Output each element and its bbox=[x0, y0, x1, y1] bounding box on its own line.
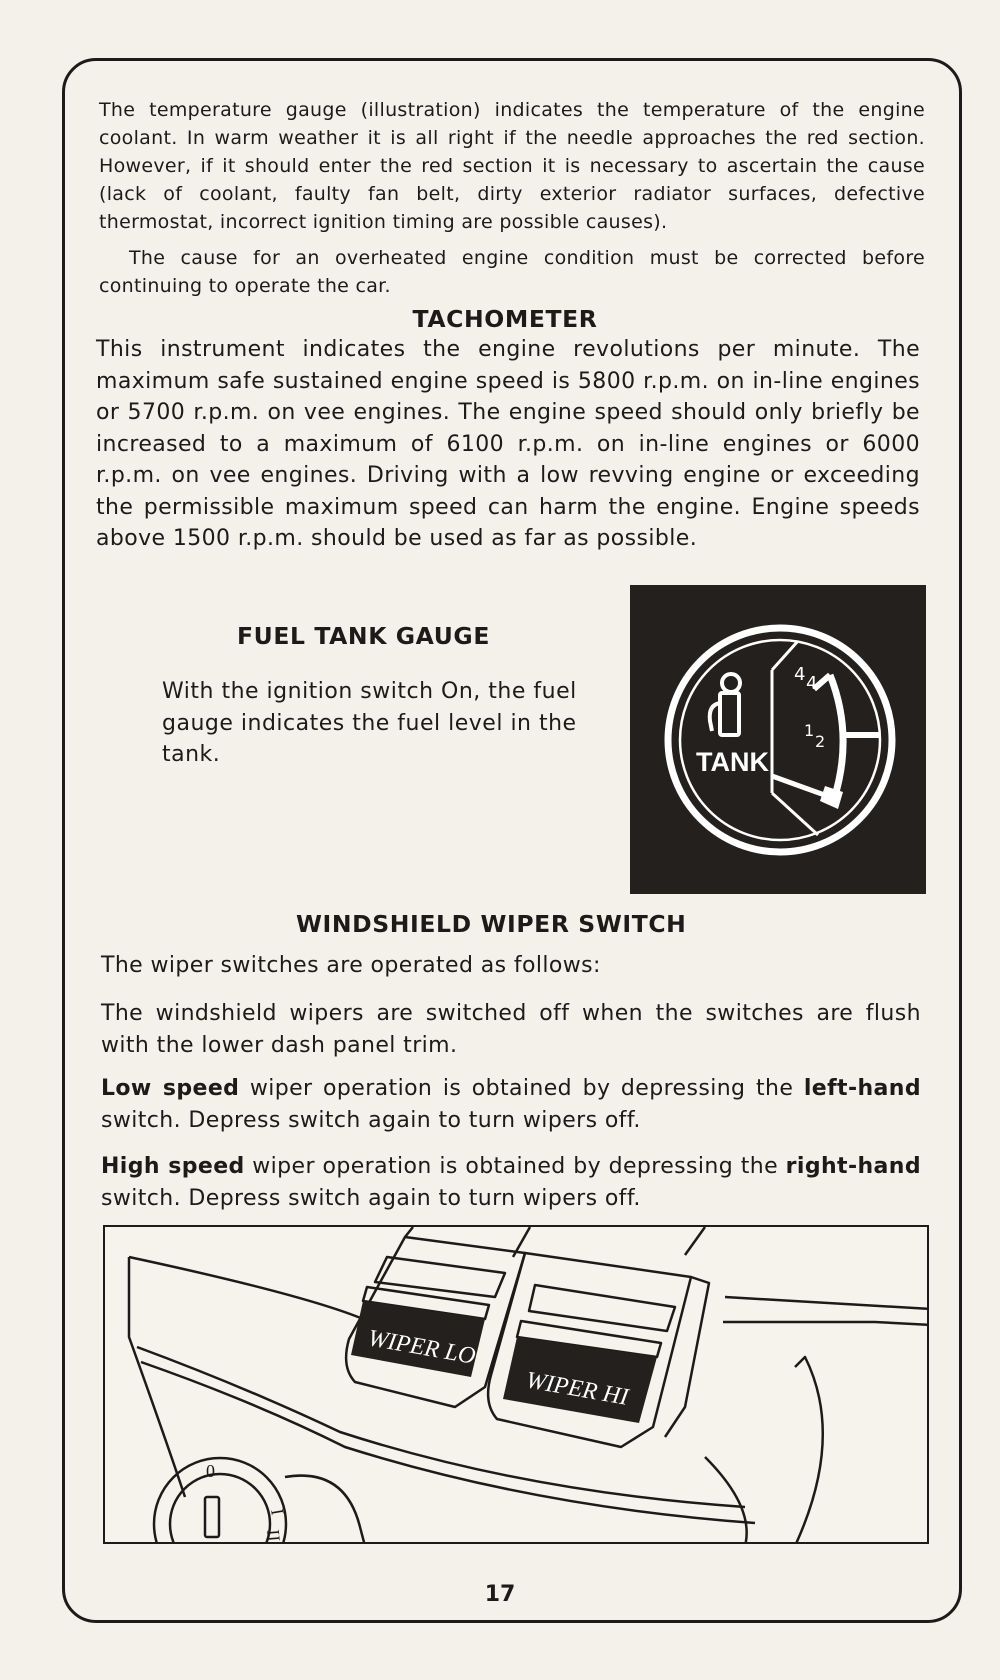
temperature-paragraph: The temperature gauge (illustration) indicates the temperature of the engine coolant. In warm weather it is all right if the needle approaches the red section. However, if it should enter the red section it is necessary to ascertain the cause (lack of coolant, faulty fan belt, dirty exterior radiator surfaces, defective thermostat, incorrect ignition timing are possible causes). bbox=[99, 99, 925, 233]
low-speed-term: Low speed bbox=[101, 1076, 240, 1101]
wiper-switch-illustration bbox=[103, 1225, 929, 1544]
left-hand-term: left-hand bbox=[803, 1076, 922, 1101]
gauge-full-mark-a: 4 bbox=[794, 664, 806, 685]
low-speed-text: wiper operation is obtained by depressing the bbox=[239, 1076, 804, 1101]
tachometer-heading: TACHOMETER bbox=[412, 305, 598, 333]
overheat-paragraph: The cause for an overheated engine condition must be corrected before continuing to operate the car. bbox=[99, 247, 925, 297]
fuel-gauge-illustration bbox=[630, 585, 926, 894]
right-hand-term: right-hand bbox=[785, 1154, 921, 1179]
high-speed-term: High speed bbox=[101, 1154, 245, 1179]
high-speed-text-end: switch. Depress switch again to turn wipers off. bbox=[101, 1185, 641, 1211]
low-speed-text-end: switch. Depress switch again to turn wipers off. bbox=[101, 1107, 641, 1133]
wiper-heading: WINDSHIELD WIPER SWITCH bbox=[296, 910, 687, 938]
wiper-low-speed-paragraph bbox=[101, 1073, 921, 1136]
tachometer-paragraph: This instrument indicates the engine revolutions per minute. The maximum safe sustained engine speed is 5800 r.p.m. on in-line engines or 5700 r.p.m. on vee engines. The engine speed should only briefly be increased to a maximum of 6100 r.p.m. on in-line engines or 6000 r.p.m. on vee engines. Driving with a low revving engine or exceeding the permissible maximum speed can harm the engine. Engine speeds above 1500 r.p.m. should be used as far as possible. bbox=[96, 337, 920, 551]
gauge-full-mark-b: 4 bbox=[806, 673, 818, 694]
dial-mark-2: II bbox=[263, 1528, 284, 1543]
wiper-intro: The wiper switches are operated as follows: bbox=[101, 953, 601, 978]
page-number: 17 bbox=[484, 1582, 516, 1607]
dial-mark-1: I bbox=[267, 1507, 288, 1517]
dial-mark-0: 0 bbox=[206, 1461, 215, 1481]
wiper-high-speed-paragraph bbox=[101, 1151, 921, 1214]
fuel-pump-icon bbox=[710, 674, 740, 735]
high-speed-text: wiper operation is obtained by depressing the bbox=[244, 1154, 786, 1179]
gauge-half-mark-a: 1 bbox=[804, 721, 815, 740]
fuel-gauge-heading: FUEL TANK GAUGE bbox=[237, 622, 490, 650]
wiper-low-label: WIPER LO bbox=[365, 1325, 478, 1370]
wiper-high-label: WIPER HI bbox=[523, 1367, 631, 1411]
gauge-half-mark-b: 2 bbox=[815, 732, 826, 751]
gauge-tank-label: TANK bbox=[696, 747, 769, 777]
wiper-off-paragraph: The windshield wipers are switched off when the switches are flush with the lower dash panel trim. bbox=[101, 1001, 921, 1058]
fuel-gauge-paragraph: With the ignition switch On, the fuel gauge indicates the fuel level in the tank. bbox=[162, 679, 577, 767]
